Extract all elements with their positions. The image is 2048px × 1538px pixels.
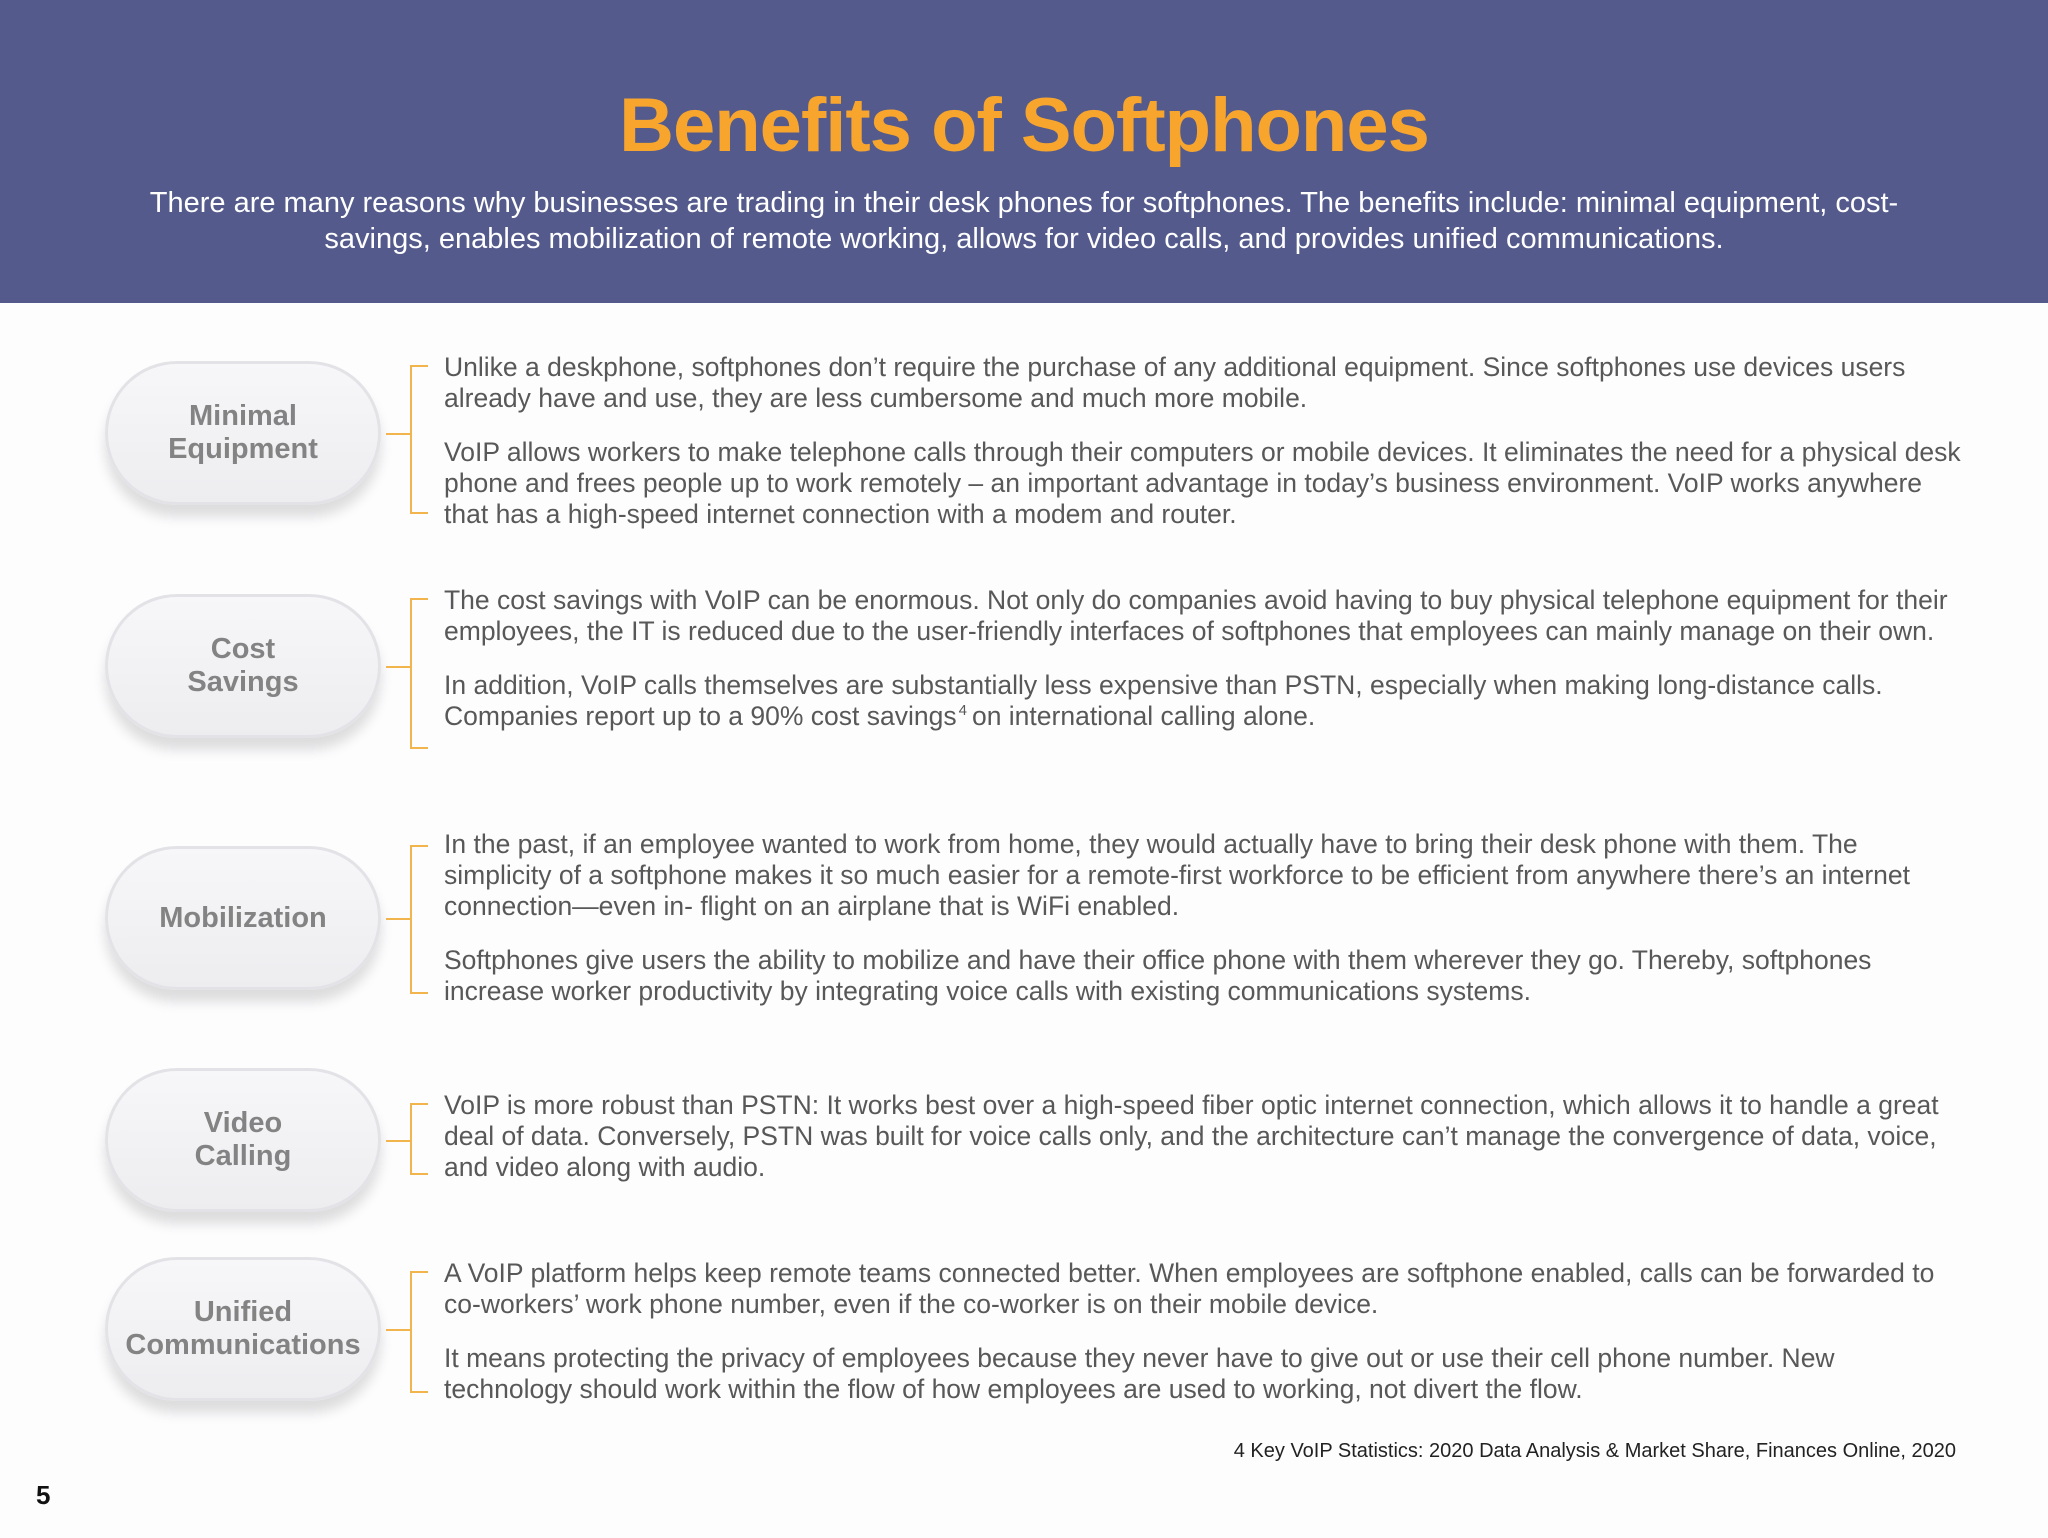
paragraph-text-continued: on international calling alone. [971,701,1316,731]
paragraph: It means protecting the privacy of employees because they never have to give out or use their cell phone number. New technology should work within the flow of how employees are used to working, not divert the flow. [444,1343,1835,1404]
bracket [410,1271,428,1393]
benefit-label: Cost Savings [187,633,299,698]
paragraph: A VoIP platform helps keep remote teams connected better. When employees are softphone enabled, calls can be forwarded to co-workers’ work phone number, even if the co-worker is on their mobile device. [444,1258,1935,1319]
paragraph: Softphones give users the ability to mobilize and have their office phone with them wherever they go. Thereby, softphones increase worker productivity by integrating voice calls with existing communications systems. [444,945,1872,1006]
benefit-description [444,829,1964,1007]
paragraph: The cost savings with VoIP can be enormous. Not only do companies avoid having to buy physical telephone equipment for their employees, the IT is reduced due to the user-friendly interfaces of softphones that employees can mainly manage on their own. [444,585,1948,646]
benefit-description [444,1090,1964,1183]
paragraph: Unlike a deskphone, softphones don’t require the purchase of any additional equipment. Since softphones use devices users already have and use, they are less cumbersome and much more mobile. [444,352,1906,413]
benefit-label-pill [105,1068,381,1212]
benefit-label-pill [105,846,381,990]
benefit-label: Minimal Equipment [168,400,318,465]
paragraph: VoIP allows workers to make telephone calls through their computers or mobile devices. It eliminates the need for a physical desk phone and frees people up to work remotely – an important advantage in today’s business environment. VoIP works anywhere that has a high-speed internet connection with a modem and router. [444,437,1961,529]
connector-line [386,1329,410,1331]
connector-line [386,918,410,920]
paragraph [444,670,1964,732]
benefit-label: Video Calling [194,1107,292,1172]
benefit-label-pill [105,1257,381,1401]
page-subtitle: There are many reasons why businesses are trading in their desk phones for softphones. The benefits include: minimal equipment, cost-savings, enables mobilization of remote working, allows for video calls, and provides unified communications. [149,187,1899,255]
bracket [410,598,428,749]
benefit-description [444,352,1964,530]
page-title: Benefits of Softphones [619,83,1429,168]
benefit-label: Unified Communications [125,1296,361,1361]
footnote-reference: 4 [958,702,967,719]
paragraph: VoIP is more robust than PSTN: It works best over a high-speed fiber optic internet connection, which allows it to handle a great deal of data. Conversely, PSTN was built for voice calls only, and the architecture can’t manage the convergence of data, voice, and video along with audio. [444,1090,1939,1182]
benefit-description [444,585,1964,732]
connector-line [386,1140,410,1142]
bracket [410,1103,428,1175]
paragraph-text: In addition, VoIP calls themselves are substantially less expensive than PSTN, especially when making long-distance calls. Companies report up to a 90% cost savings [444,670,1883,731]
bracket [410,365,428,514]
bracket [410,845,428,994]
benefit-label-pill [105,594,381,738]
benefit-label-pill [105,361,381,505]
paragraph: In the past, if an employee wanted to work from home, they would actually have to bring their desk phone with them. The simplicity of a softphone makes it so much easier for a remote-first workforce to be efficient from anywhere there’s an internet connection—even in- flight on an airplane that is WiFi enabled. [444,829,1911,921]
connector-line [386,433,410,435]
benefit-description [444,1258,1964,1405]
connector-line [386,666,410,668]
page-number: 5 [36,1480,51,1510]
footnote: 4 Key VoIP Statistics: 2020 Data Analysis & Market Share, Finances Online, 2020 [1233,1440,1956,1462]
benefit-label: Mobilization [159,901,327,934]
header-banner [0,0,2048,303]
